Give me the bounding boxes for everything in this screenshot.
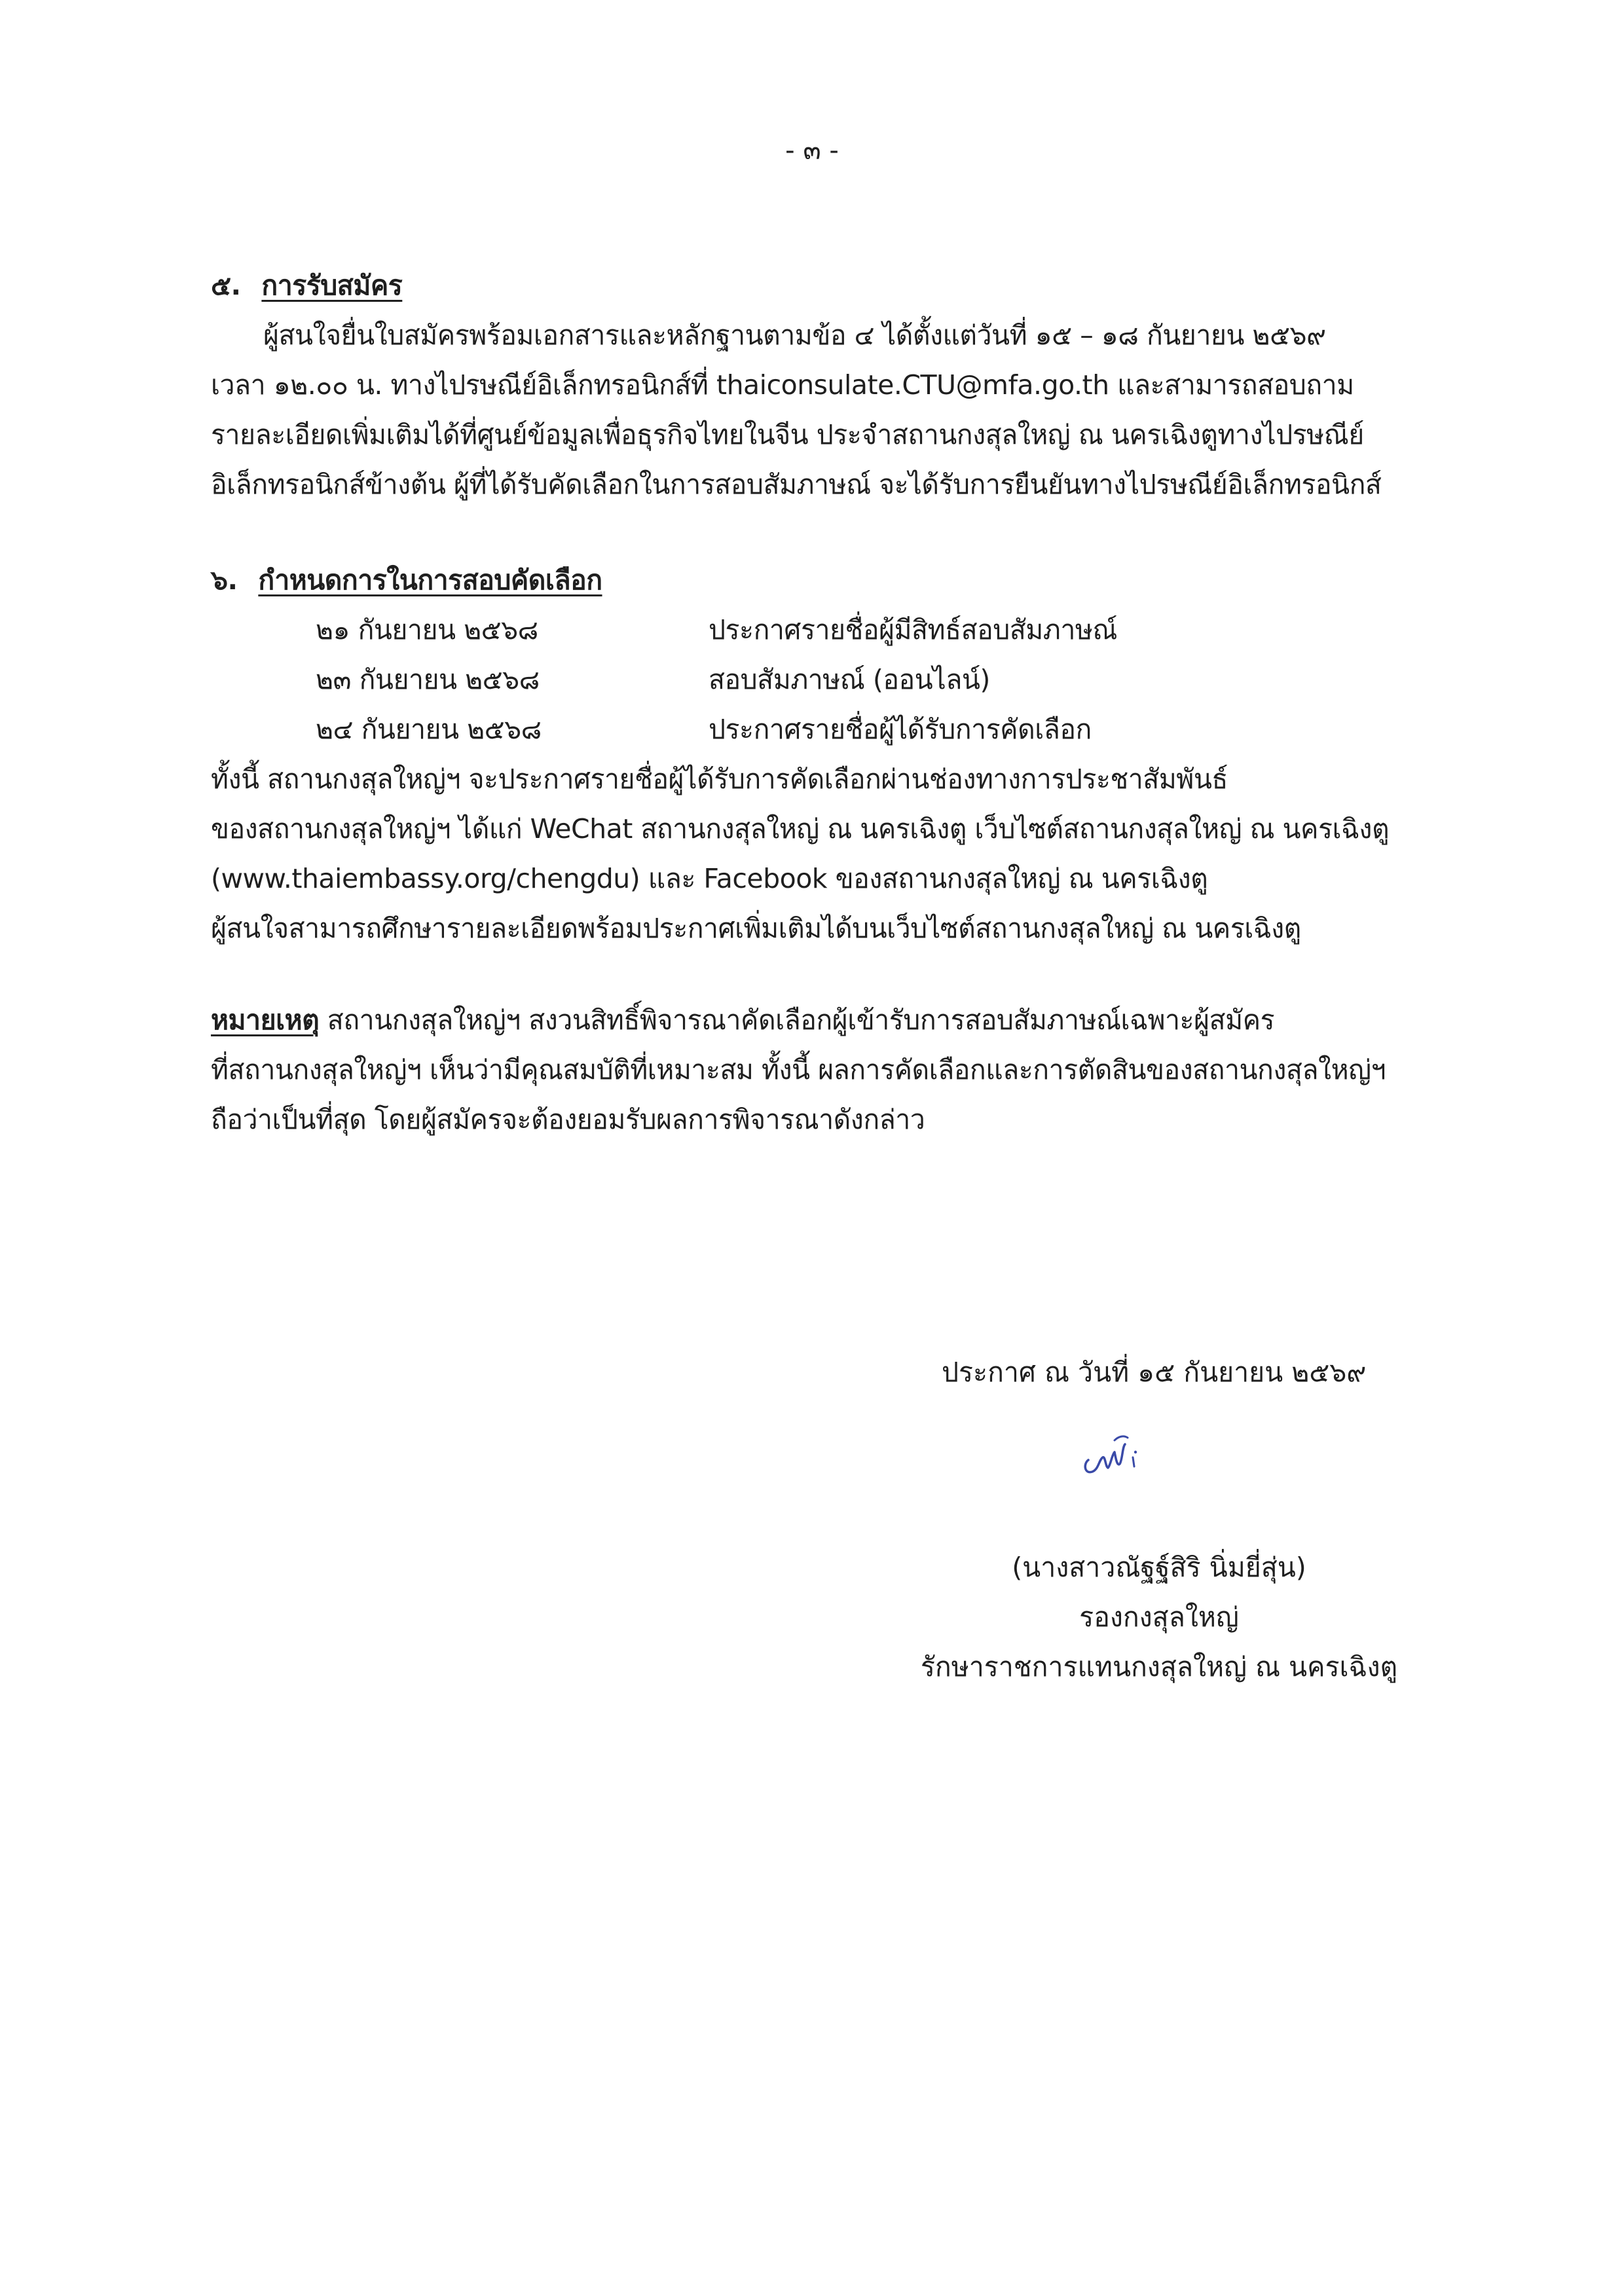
section-6-line: (www.thaiembassy.org/chengdu) และ Facebook ของสถานกงสุลใหญ่ ณ นครเฉิงตู [211,863,1208,894]
section-5 [211,261,1442,509]
section-6-title: กำหนดการในการสอบคัดเลือก [258,564,602,596]
section-6-number: ๖. [211,564,238,596]
signature-image [1079,1426,1145,1485]
section-6-heading [211,555,1442,605]
section-5-line: ผู้สนใจยื่นใบสมัครพร้อมเอกสารและหลักฐานตามข้อ ๔ ได้ตั้งแต่วันที่ ๑๕ – ๑๘ กันยายน ๒๕๖๙ [263,319,1326,351]
note-block [211,995,1442,1144]
note-first-line [211,995,1442,1045]
schedule-date: ๒๓ กันยายน ๒๕๖๘ [316,664,540,695]
schedule-row [211,704,1442,754]
signature-block [904,1542,1414,1692]
schedule-event: ประกาศรายชื่อผู้ได้รับการคัดเลือก [709,714,1092,745]
schedule-event: สอบสัมภาษณ์ (ออนไลน์) [709,664,990,695]
section-5-line: เวลา ๑๒.๐๐ น. ทางไปรษณีย์อิเล็กทรอนิกส์ที่ thaiconsulate.CTU@mfa.go.th และสามารถสอบถาม [211,369,1354,401]
signer-title: รองกงสุลใหญ่ [1079,1601,1239,1633]
schedule-row [211,655,1442,704]
section-5-heading [211,261,1442,310]
note-line: ที่สถานกงสุลใหญ่ฯ เห็นว่ามีคุณสมบัติที่เหมาะสม ทั้งนี้ ผลการคัดเลือกและการตัดสินของสถานกงสุลใหญ่ฯ [211,1054,1386,1085]
section-5-number: ๕. [211,270,241,301]
section-5-line: อิเล็กทรอนิกส์ข้างต้น ผู้ที่ได้รับคัดเลือกในการสอบสัมภาษณ์ จะได้รับการยืนยันทางไปรษณีย์อิเล็กทรอนิกส์ [211,469,1382,500]
section-5-line: รายละเอียดเพิ่มเติมได้ที่ศูนย์ข้อมูลเพื่อธุรกิจไทยในจีน ประจำสถานกงสุลใหญ่ ณ นครเฉิงตูทางไปรษณีย์ [211,419,1364,450]
announcement-date: ประกาศ ณ วันที่ ๑๕ กันยายน ๒๕๖๙ [942,1357,1367,1388]
signer-role: รักษาราชการแทนกงสุลใหญ่ ณ นครเฉิงตู [920,1651,1398,1683]
note-label: หมายเหตุ [211,1004,320,1036]
schedule-date: ๒๑ กันยายน ๒๕๖๘ [316,614,538,646]
section-6 [211,555,1442,953]
section-6-line: ผู้สนใจสามารถศึกษารายละเอียดพร้อมประกาศเพิ่มเติมได้บนเว็บไซต์สถานกงสุลใหญ่ ณ นครเฉิงตู [211,913,1301,944]
section-5-title: การรับสมัคร [261,270,403,301]
note-line: ถือว่าเป็นที่สุด โดยผู้สมัครจะต้องยอมรับผลการพิจารณาดังกล่าว [211,1104,925,1135]
section-6-line: ของสถานกงสุลใหญ่ฯ ได้แก่ WeChat สถานกงสุลใหญ่ ณ นครเฉิงตู เว็บไซต์สถานกงสุลใหญ่ ณ นครเฉิงตู [211,813,1390,845]
schedule-event: ประกาศรายชื่อผู้มีสิทธ์สอบสัมภาษณ์ [709,614,1117,646]
section-6-line: ทั้งนี้ สถานกงสุลใหญ่ฯ จะประกาศรายชื่อผู้ได้รับการคัดเลือกผ่านช่องทางการประชาสัมพันธ์ [211,763,1228,795]
note-text: สถานกงสุลใหญ่ฯ สงวนสิทธิ์พิจารณาคัดเลือกผู้เข้ารับการสอบสัมภาษณ์เฉพาะผู้สมัคร [319,1004,1275,1036]
schedule-date: ๒๔ กันยายน ๒๕๖๘ [316,714,542,745]
page-number: - ๓ - [785,136,839,166]
signer-name: (นางสาวณัฐฐ์สิริ นิ่มยี่สุ่น) [1012,1552,1306,1583]
schedule-row [211,605,1442,655]
